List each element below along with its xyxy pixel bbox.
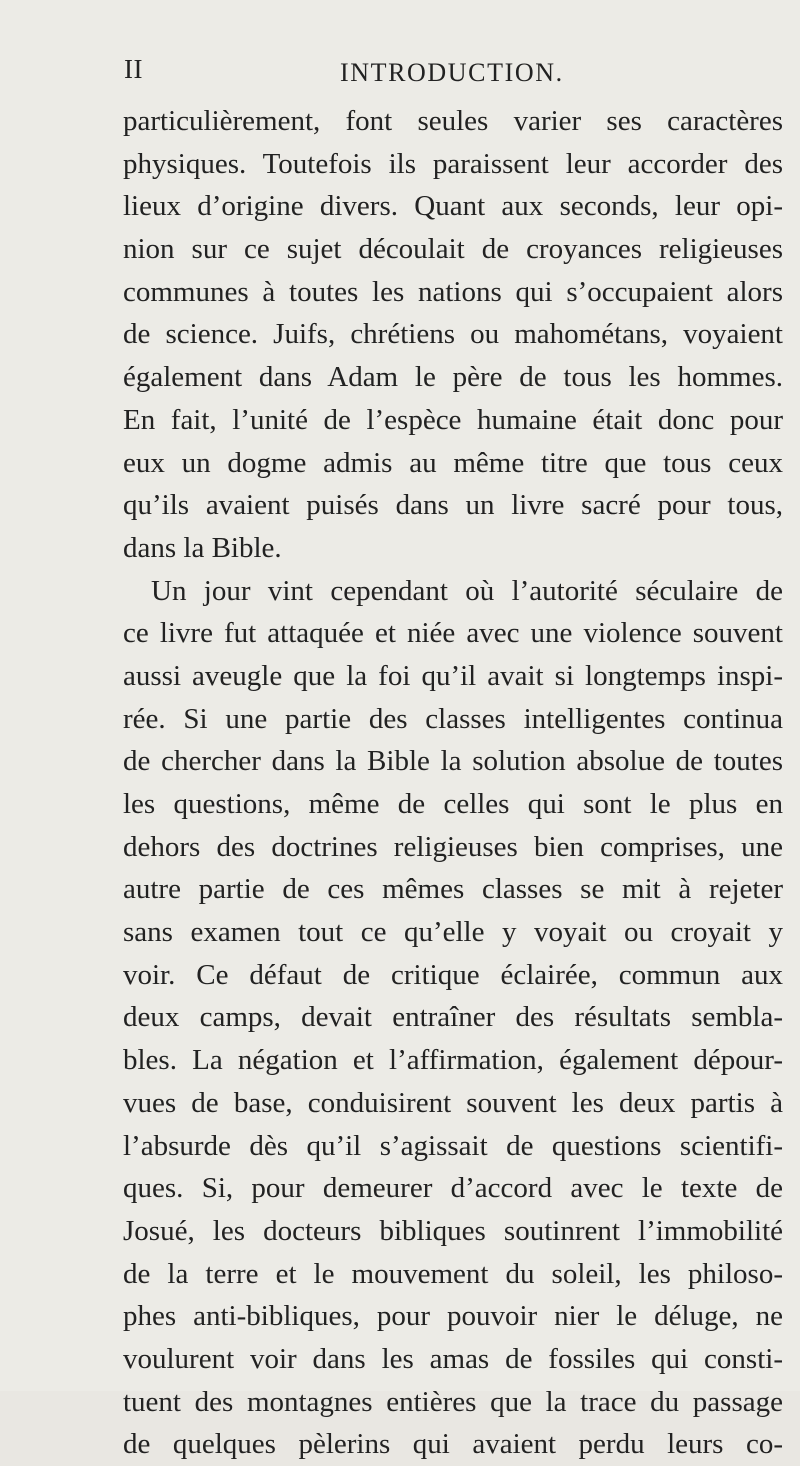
- text-line: vues de base, conduisirent souvent les deux partis à: [123, 1086, 783, 1119]
- text-line: de chercher dans la Bible la solution absolue de toutes: [123, 745, 783, 778]
- text-line: qu’ils avaient puisés dans un livre sacré pour tous,: [123, 489, 783, 522]
- text-line: dehors des doctrines religieuses bien comprises, une: [123, 830, 783, 863]
- text-line: de science. Juifs, chrétiens ou mahométans, voyaient: [123, 318, 783, 351]
- text-line: voulurent voir dans les amas de fossiles qui consti-: [123, 1342, 783, 1375]
- text-line: bles. La négation et l’affirmation, également dépour-: [123, 1044, 783, 1077]
- body-text: [123, 100, 783, 1466]
- text-line: les questions, même de celles qui sont le plus en: [123, 788, 783, 820]
- text-line: Josué, les docteurs bibliques soutinrent l’immobilité: [123, 1214, 783, 1247]
- text-line: physiques. Toutefois ils paraissent leur accorder des: [123, 147, 783, 180]
- running-title: INTRODUCTION.: [340, 58, 564, 87]
- text-line: de quelques pèlerins qui avaient perdu leurs co-: [123, 1428, 783, 1461]
- text-line: dans la Bible.: [123, 531, 282, 564]
- text-line: l’absurde dès qu’il s’agissait de questions scientifi-: [123, 1129, 783, 1162]
- text-line: tuent des montagnes entières que la trace du passage: [123, 1385, 783, 1418]
- text-line: En fait, l’unité de l’espèce humaine était donc pour: [123, 403, 783, 436]
- text-line: de la terre et le mouvement du soleil, les philoso-: [123, 1257, 783, 1290]
- text-line: deux camps, devait entraîner des résultats sembla-: [123, 1001, 783, 1034]
- text-line: eux un dogme admis au même titre que tous ceux: [123, 446, 783, 479]
- running-head: [0, 54, 800, 94]
- text-line: également dans Adam le père de tous les hommes.: [123, 361, 783, 394]
- text-line: sans examen tout ce qu’elle y voyait ou croyait y: [123, 916, 783, 949]
- text-line: particulièrement, font seules varier ses caractères: [123, 105, 783, 137]
- text-line: ce livre fut attaquée et niée avec une violence souvent: [123, 617, 783, 650]
- paragraph-first-line: Un jour vint cependant où l’autorité séculaire de: [151, 574, 783, 607]
- text-line: aussi aveugle que la foi qu’il avait si longtemps inspi-: [123, 659, 783, 692]
- text-line: lieux d’origine divers. Quant aux seconds, leur opi-: [123, 190, 783, 223]
- text-line: communes à toutes les nations qui s’occupaient alors: [123, 275, 783, 308]
- text-line: autre partie de ces mêmes classes se mit à rejeter: [123, 873, 783, 906]
- page-number: II: [124, 54, 143, 84]
- text-line: phes anti-bibliques, pour pouvoir nier le déluge, ne: [123, 1300, 783, 1333]
- text-line: ques. Si, pour demeurer d’accord avec le texte de: [123, 1172, 783, 1205]
- text-line: rée. Si une partie des classes intelligentes continua: [123, 702, 783, 735]
- text-line: voir. Ce défaut de critique éclairée, commun aux: [123, 958, 783, 991]
- text-line: nion sur ce sujet découlait de croyances religieuses: [123, 233, 783, 266]
